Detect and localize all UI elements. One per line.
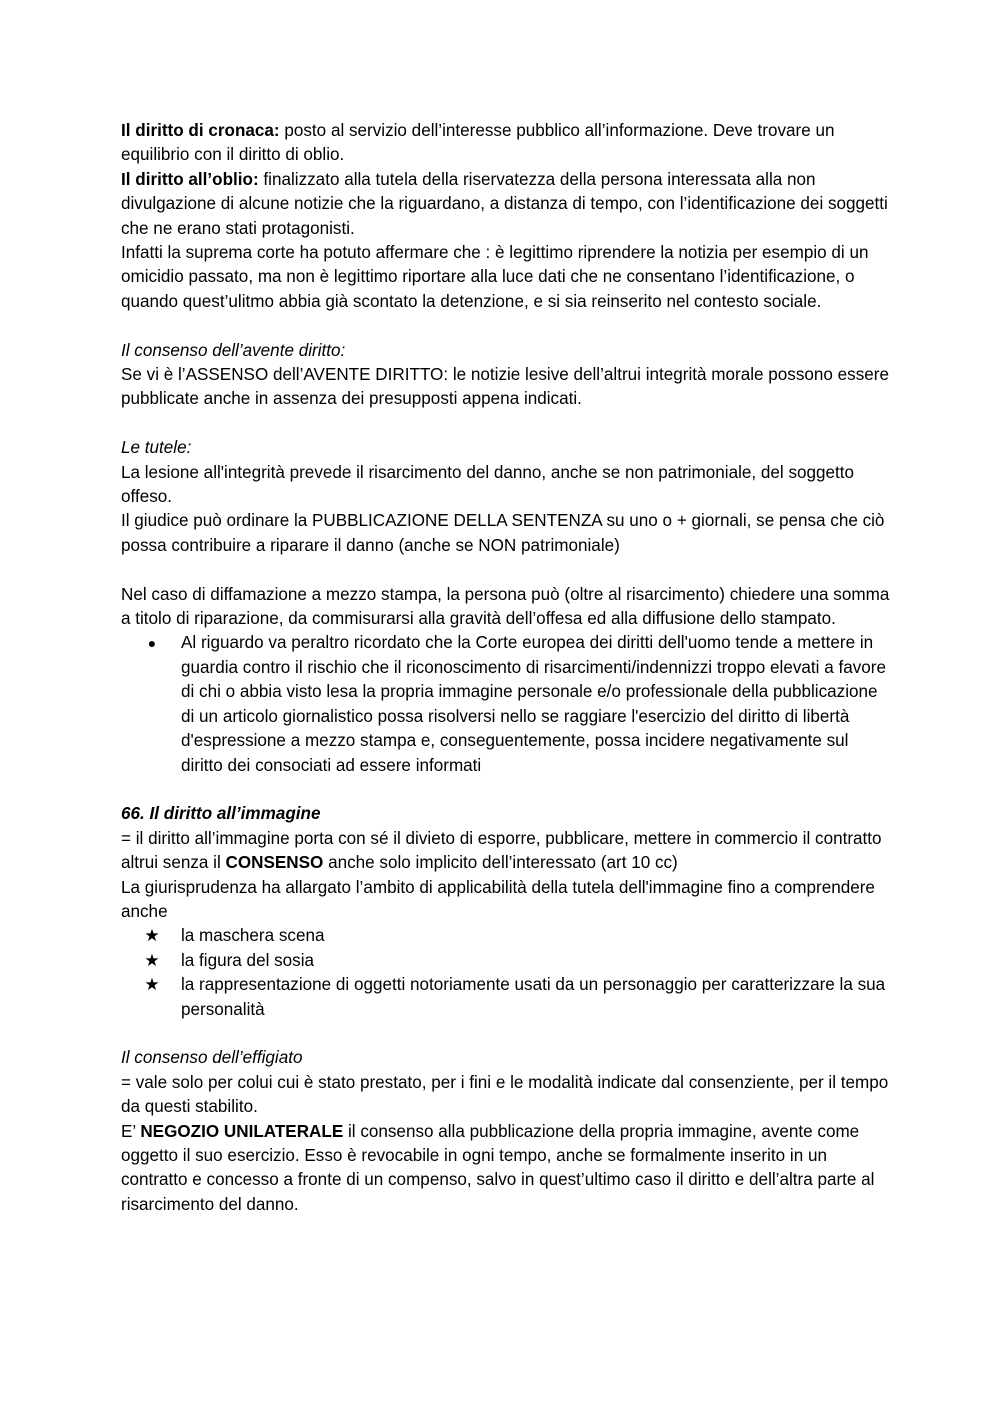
blank-line [121, 412, 891, 436]
paragraph-suprema-corte: Infatti la suprema corte ha potuto affermare che : è legittimo riprendere la notizia per esempio di un omicidio passato, ma non è legittimo riportare alla luce dati che ne consentano l’identificazione, o quando quest’ulitmo abbia già scontato la detenzione, e si sia reinserito nel contesto sociale. [121, 243, 869, 311]
paragraph-assenso: Se vi è l’ASSENSO dell’AVENTE DIRITTO: le notizie lesive dell’altrui integrità morale possono essere pubblicate anche in assenza dei presupposti appena indicati. [121, 365, 889, 409]
blank-line [121, 1022, 891, 1046]
star-icon: ★ [144, 975, 160, 996]
star-icon: ★ [144, 926, 160, 947]
list-item [121, 631, 891, 777]
negozio-text-start: E’ [121, 1121, 141, 1141]
heading-tutele [121, 436, 891, 460]
paragraph-negozio-unilaterale [121, 1120, 891, 1218]
document-page [121, 119, 891, 1217]
paragraph-diritto-all-oblio [121, 168, 891, 241]
star-icon: ★ [144, 950, 160, 971]
list-item-text: la maschera scena [181, 926, 325, 946]
list-item-text: la rappresentazione di oggetti notoriamente usati da un personaggio per caratterizzare la sua personalità [181, 975, 886, 1019]
negozio-unilaterale-bold: NEGOZIO UNILATERALE [140, 1121, 344, 1141]
blank-line [121, 314, 891, 338]
list-item-text: la figura del sosia [181, 950, 315, 970]
blank-line [121, 778, 891, 802]
definizione-text-end: anche solo implicito dell’interessato (art 10 cc) [323, 853, 678, 873]
star-list-ambito [121, 924, 891, 1022]
bullet-list-corte-europea [121, 631, 891, 777]
definizione-consenso-bold: CONSENSO [225, 853, 324, 873]
text-diritto-di-cronaca: posto al servizio dell’interesse pubblico all’informazione. Deve trovare un equilibrio con il diritto di oblio. [121, 121, 835, 165]
term-diritto-all-oblio: Il diritto all’oblio: [121, 169, 259, 189]
bullet-marker: ● [147, 635, 157, 652]
paragraph-diritto-di-cronaca [121, 119, 891, 168]
list-item-text: Al riguardo va peraltro ricordato che la Corte europea dei diritti dell'uomo tende a mettere in guardia contro il rischio che il riconoscimento di risarcimenti/indennizzi troppo elevati a favore di chi o abbia visto lesa la propria immagine personale e/o professionale della pubblicazione di un articolo giornalistico possa risolversi nello se raggiare l'esercizio del diritto di libertà d'espressione a mezzo stampa e, conseguentemente, possa incidere negativamente sul diritto dei consociati ad essere informati [181, 633, 886, 775]
paragraph-definizione-immagine [121, 827, 891, 876]
negozio-text-end: il consenso alla pubblicazione della propria immagine, avente come oggetto il suo esercizio. Esso è revocabile in ogni tempo, anche se formalmente inserito in un contratto e concesso a fronte di un compenso, salvo in quest’ultimo caso il diritto e dell’altra parte al risarcimento del danno. [121, 1121, 875, 1214]
section-heading-text: 66. Il diritto all’immagine [121, 804, 321, 824]
paragraph-vale-solo: = vale solo per colui cui è stato prestato, per i fini e le modalità indicate dal consenziente, per il tempo da questi stabilito. [121, 1072, 889, 1117]
list-item [121, 924, 891, 948]
list-item [121, 973, 891, 1022]
paragraph-diffamazione: Nel caso di diffamazione a mezzo stampa, la persona può (oltre al risarcimento) chiedere una somma a titolo di riparazione, da commisurarsi alla gravità dell’offesa ed alla diffusione dello stampato. [121, 584, 890, 629]
paragraph-lesione-integrita: La lesione all'integrità prevede il risarcimento del danno, anche se non patrimoniale, del soggetto offeso. [121, 462, 855, 507]
term-diritto-di-cronaca: Il diritto di cronaca: [121, 121, 280, 140]
section-heading-diritto-all-immagine [121, 802, 891, 826]
list-item [121, 949, 891, 973]
heading-consenso-effigiato [121, 1046, 891, 1070]
heading-consenso-avente-diritto [121, 339, 891, 363]
heading-tutele-text: Le tutele: [121, 438, 192, 458]
paragraph-pubblicazione-sentenza: Il giudice può ordinare la PUBBLICAZIONE DELLA SENTENZA su uno o + giornali, se pensa che ciò possa contribuire a riparare il danno (anche se NON patrimoniale) [121, 511, 885, 555]
heading-consenso-avente-diritto-text: Il consenso dell’avente diritto: [121, 340, 346, 360]
blank-line [121, 558, 891, 582]
paragraph-giurisprudenza: La giurisprudenza ha allargato l’ambito di applicabilità della tutela dell'immagine fino a comprendere anche [121, 877, 875, 921]
heading-consenso-effigiato-text: Il consenso dell’effigiato [121, 1048, 303, 1068]
text-diritto-all-oblio: finalizzato alla tutela della riservatezza della persona interessata alla non divulgazione di alcune notizie che la riguardano, a distanza di tempo, con l’identificazione dei soggetti che ne erano stati protagonisti. [121, 169, 888, 238]
definizione-text-start: = il diritto all’immagine porta con sé il divieto di esporre, pubblicare, mettere in commercio il contratto altrui senza il [121, 828, 882, 873]
